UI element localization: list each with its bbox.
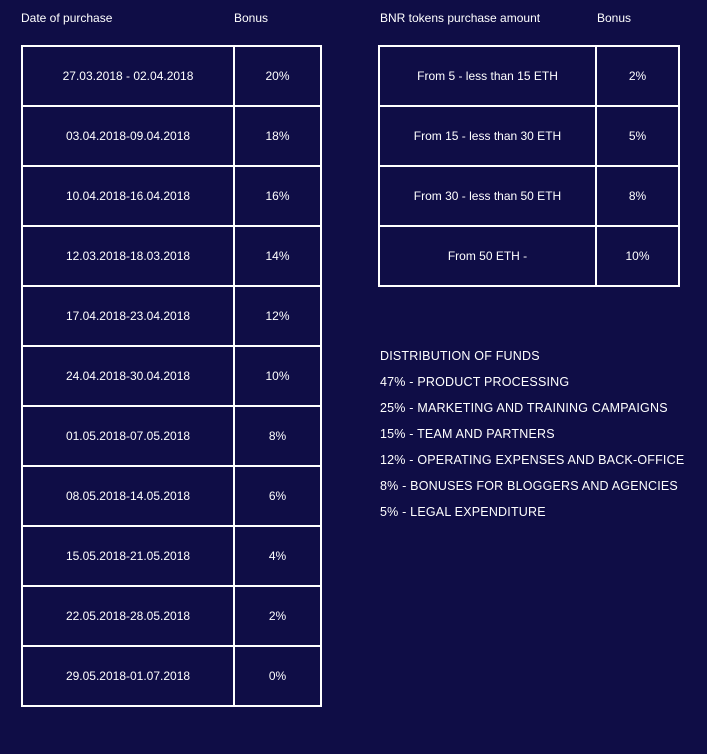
amount-bonus-column-header: Bonus — [597, 11, 632, 25]
bonus-cell: 2% — [596, 46, 679, 106]
amount-cell: From 15 - less than 30 ETH — [379, 106, 596, 166]
amount-cell: From 50 ETH - — [379, 226, 596, 286]
amount-cell: From 5 - less than 15 ETH — [379, 46, 596, 106]
date-cell: 01.05.2018-07.05.2018 — [22, 406, 234, 466]
funds-distribution-list — [380, 349, 684, 531]
bonus-cell: 18% — [234, 106, 321, 166]
bonus-cell: 6% — [234, 466, 321, 526]
table-row — [22, 166, 321, 226]
bonus-cell: 14% — [234, 226, 321, 286]
date-cell: 08.05.2018-14.05.2018 — [22, 466, 234, 526]
amount-cell: From 30 - less than 50 ETH — [379, 166, 596, 226]
list-item: 15% - TEAM AND PARTNERS — [380, 427, 555, 441]
date-cell: 27.03.2018 - 02.04.2018 — [22, 46, 234, 106]
table-row — [379, 226, 679, 286]
bonus-cell: 20% — [234, 46, 321, 106]
date-cell: 22.05.2018-28.05.2018 — [22, 586, 234, 646]
table-row — [379, 166, 679, 226]
table-row — [22, 526, 321, 586]
list-item: 12% - OPERATING EXPENSES AND BACK-OFFICE — [380, 453, 685, 467]
list-item: 25% - MARKETING AND TRAINING CAMPAIGNS — [380, 401, 668, 415]
bonus-cell: 8% — [596, 166, 679, 226]
date-cell: 29.05.2018-01.07.2018 — [22, 646, 234, 706]
table-row — [22, 646, 321, 706]
date-bonus-column-header: Bonus — [234, 11, 269, 25]
table-row — [22, 466, 321, 526]
table-row — [22, 586, 321, 646]
bonus-cell: 0% — [234, 646, 321, 706]
bonus-cell: 2% — [234, 586, 321, 646]
list-item: 47% - PRODUCT PROCESSING — [380, 375, 570, 389]
table-row — [22, 226, 321, 286]
date-cell: 03.04.2018-09.04.2018 — [22, 106, 234, 166]
table-row — [22, 406, 321, 466]
bonus-cell: 5% — [596, 106, 679, 166]
table-row — [379, 106, 679, 166]
table-row — [22, 286, 321, 346]
date-cell: 24.04.2018-30.04.2018 — [22, 346, 234, 406]
bonus-cell: 10% — [596, 226, 679, 286]
date-cell: 12.03.2018-18.03.2018 — [22, 226, 234, 286]
table-row — [22, 106, 321, 166]
date-bonus-table — [21, 45, 322, 707]
date-cell: 17.04.2018-23.04.2018 — [22, 286, 234, 346]
table-row — [22, 46, 321, 106]
list-item: 8% - BONUSES FOR BLOGGERS AND AGENCIES — [380, 479, 678, 493]
amount-column-header: BNR tokens purchase amount — [380, 11, 541, 25]
date-cell: 10.04.2018-16.04.2018 — [22, 166, 234, 226]
bonus-cell: 10% — [234, 346, 321, 406]
date-column-header: Date of purchase — [21, 11, 113, 25]
amount-bonus-table — [378, 45, 680, 287]
date-cell: 15.05.2018-21.05.2018 — [22, 526, 234, 586]
table-row — [22, 346, 321, 406]
bonus-cell: 12% — [234, 286, 321, 346]
bonus-cell: 16% — [234, 166, 321, 226]
table-row — [379, 46, 679, 106]
list-item: 5% - LEGAL EXPENDITURE — [380, 505, 546, 519]
bonus-cell: 4% — [234, 526, 321, 586]
funds-title: DISTRIBUTION OF FUNDS — [380, 349, 540, 363]
bonus-cell: 8% — [234, 406, 321, 466]
